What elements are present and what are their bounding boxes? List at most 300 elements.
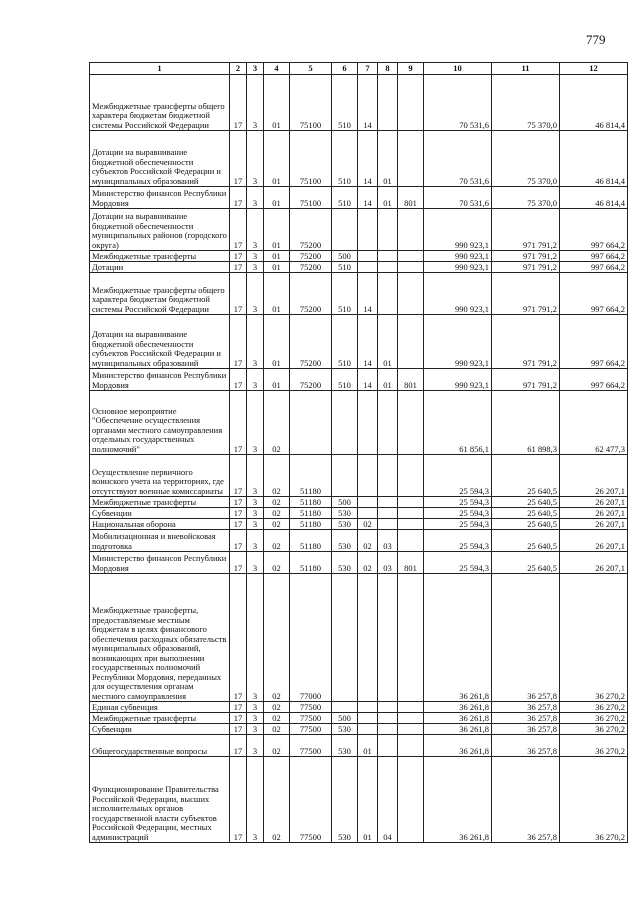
code-cell: 01: [378, 187, 398, 209]
row-name-cell: Общегосударственные вопросы: [90, 735, 230, 757]
code-cell: 02: [264, 530, 290, 552]
code-cell: 01: [358, 735, 378, 757]
code-cell: 02: [264, 497, 290, 508]
code-cell: 14: [358, 369, 378, 391]
code-cell: 3: [247, 724, 264, 735]
code-cell: 03: [378, 552, 398, 574]
code-cell: [332, 391, 358, 455]
code-cell: 02: [358, 519, 378, 530]
code-cell: [358, 724, 378, 735]
row-name-cell: Министерство финансов Республики Мордовия: [90, 187, 230, 209]
code-cell: 500: [332, 497, 358, 508]
code-cell: 17: [230, 251, 247, 262]
code-cell: 530: [332, 724, 358, 735]
code-cell: 510: [332, 187, 358, 209]
code-cell: 75200: [290, 209, 332, 251]
amount-cell: 26 207,1: [560, 519, 628, 530]
budget-table: [89, 62, 628, 843]
table-row: [90, 251, 628, 262]
row-name-cell: Дотации на выравнивание бюджетной обеспеченности субъектов Российской Федерации и муниципальных образований: [90, 315, 230, 369]
code-cell: 02: [264, 757, 290, 843]
code-cell: 01: [264, 75, 290, 131]
code-cell: 51180: [290, 455, 332, 497]
code-cell: 801: [398, 187, 424, 209]
amount-cell: 25 594,3: [424, 497, 492, 508]
amount-cell: 61 856,1: [424, 391, 492, 455]
amount-cell: 75 370,0: [492, 75, 560, 131]
column-header: 7: [358, 63, 378, 75]
code-cell: 51180: [290, 519, 332, 530]
code-cell: [290, 391, 332, 455]
code-cell: 17: [230, 735, 247, 757]
table-row: [90, 702, 628, 713]
code-cell: 3: [247, 315, 264, 369]
code-cell: [378, 574, 398, 702]
table-row: [90, 273, 628, 315]
amount-cell: 26 207,1: [560, 497, 628, 508]
code-cell: 17: [230, 273, 247, 315]
row-name-cell: Субвенции: [90, 724, 230, 735]
amount-cell: 25 640,5: [492, 508, 560, 519]
code-cell: 17: [230, 209, 247, 251]
code-cell: 02: [358, 530, 378, 552]
amount-cell: 36 261,8: [424, 724, 492, 735]
amount-cell: 990 923,1: [424, 369, 492, 391]
code-cell: 3: [247, 519, 264, 530]
column-header: 3: [247, 63, 264, 75]
code-cell: 01: [264, 131, 290, 187]
code-cell: [398, 497, 424, 508]
code-cell: 01: [378, 131, 398, 187]
table-row: [90, 497, 628, 508]
code-cell: 17: [230, 724, 247, 735]
amount-cell: 26 207,1: [560, 455, 628, 497]
table-row: [90, 713, 628, 724]
code-cell: 17: [230, 455, 247, 497]
code-cell: 02: [264, 391, 290, 455]
table-row: [90, 519, 628, 530]
row-name-cell: Осуществление первичного воинского учета на территориях, где отсутствуют военные комиссариаты: [90, 455, 230, 497]
amount-cell: 971 791,2: [492, 369, 560, 391]
code-cell: 500: [332, 713, 358, 724]
code-cell: 75200: [290, 262, 332, 273]
amount-cell: 36 261,8: [424, 574, 492, 702]
code-cell: [398, 391, 424, 455]
code-cell: 03: [378, 530, 398, 552]
code-cell: 3: [247, 455, 264, 497]
column-header: 2: [230, 63, 247, 75]
code-cell: [378, 735, 398, 757]
code-cell: [398, 315, 424, 369]
code-cell: 3: [247, 713, 264, 724]
row-name-cell: Межбюджетные трансферты: [90, 713, 230, 724]
amount-cell: 997 664,2: [560, 273, 628, 315]
amount-cell: 36 257,8: [492, 757, 560, 843]
amount-cell: 997 664,2: [560, 251, 628, 262]
amount-cell: 70 531,6: [424, 75, 492, 131]
amount-cell: 997 664,2: [560, 369, 628, 391]
code-cell: 01: [378, 369, 398, 391]
code-cell: 02: [264, 713, 290, 724]
code-cell: 14: [358, 75, 378, 131]
amount-cell: 36 257,8: [492, 713, 560, 724]
code-cell: 17: [230, 315, 247, 369]
code-cell: 75200: [290, 369, 332, 391]
code-cell: 17: [230, 713, 247, 724]
column-header: 1: [90, 63, 230, 75]
code-cell: 02: [264, 552, 290, 574]
amount-cell: 971 791,2: [492, 315, 560, 369]
amount-cell: 25 640,5: [492, 455, 560, 497]
table-row: [90, 757, 628, 843]
row-name-cell: Дотации: [90, 262, 230, 273]
amount-cell: 36 270,2: [560, 574, 628, 702]
code-cell: 3: [247, 131, 264, 187]
row-name-cell: Мобилизационная и вневойсковая подготовка: [90, 530, 230, 552]
amount-cell: 25 594,3: [424, 530, 492, 552]
budget-table-container: [89, 62, 627, 843]
code-cell: [398, 702, 424, 713]
amount-cell: 25 594,3: [424, 455, 492, 497]
code-cell: 3: [247, 574, 264, 702]
code-cell: [358, 209, 378, 251]
code-cell: 17: [230, 574, 247, 702]
code-cell: 77500: [290, 702, 332, 713]
amount-cell: 997 664,2: [560, 315, 628, 369]
code-cell: 51180: [290, 508, 332, 519]
amount-cell: 25 640,5: [492, 552, 560, 574]
code-cell: [358, 497, 378, 508]
code-cell: 510: [332, 131, 358, 187]
code-cell: 3: [247, 369, 264, 391]
code-cell: [378, 391, 398, 455]
code-cell: 510: [332, 273, 358, 315]
amount-cell: 62 477,3: [560, 391, 628, 455]
row-name-cell: Дотации на выравнивание бюджетной обеспеченности муниципальных районов (городского округа): [90, 209, 230, 251]
code-cell: 3: [247, 75, 264, 131]
row-name-cell: Министерство финансов Республики Мордовия: [90, 552, 230, 574]
code-cell: [398, 273, 424, 315]
amount-cell: 46 814,4: [560, 187, 628, 209]
table-row: [90, 508, 628, 519]
code-cell: 17: [230, 369, 247, 391]
code-cell: 02: [264, 735, 290, 757]
code-cell: 01: [264, 369, 290, 391]
amount-cell: 75 370,0: [492, 187, 560, 209]
amount-cell: 26 207,1: [560, 552, 628, 574]
code-cell: [378, 702, 398, 713]
code-cell: [398, 262, 424, 273]
amount-cell: 971 791,2: [492, 262, 560, 273]
code-cell: [398, 519, 424, 530]
code-cell: 530: [332, 530, 358, 552]
code-cell: 530: [332, 508, 358, 519]
row-name-cell: Министерство финансов Республики Мордовия: [90, 369, 230, 391]
code-cell: 530: [332, 519, 358, 530]
code-cell: [358, 702, 378, 713]
amount-cell: 61 898,3: [492, 391, 560, 455]
code-cell: 510: [332, 75, 358, 131]
table-row: [90, 187, 628, 209]
code-cell: 02: [358, 552, 378, 574]
amount-cell: 971 791,2: [492, 209, 560, 251]
code-cell: 75200: [290, 273, 332, 315]
code-cell: 500: [332, 251, 358, 262]
amount-cell: 990 923,1: [424, 209, 492, 251]
amount-cell: 46 814,4: [560, 131, 628, 187]
code-cell: 530: [332, 735, 358, 757]
code-cell: 3: [247, 251, 264, 262]
code-cell: [398, 757, 424, 843]
code-cell: [378, 508, 398, 519]
code-cell: [358, 455, 378, 497]
table-row: [90, 552, 628, 574]
row-name-cell: Национальная оборона: [90, 519, 230, 530]
code-cell: 02: [264, 455, 290, 497]
code-cell: 17: [230, 497, 247, 508]
amount-cell: 25 594,3: [424, 552, 492, 574]
amount-cell: 36 270,2: [560, 724, 628, 735]
code-cell: 3: [247, 497, 264, 508]
table-row: [90, 455, 628, 497]
code-cell: [378, 724, 398, 735]
code-cell: [378, 273, 398, 315]
code-cell: [398, 209, 424, 251]
table-row: [90, 131, 628, 187]
code-cell: 14: [358, 187, 378, 209]
code-cell: 02: [264, 702, 290, 713]
code-cell: [358, 251, 378, 262]
code-cell: [358, 391, 378, 455]
code-cell: 01: [358, 757, 378, 843]
code-cell: 3: [247, 273, 264, 315]
amount-cell: 971 791,2: [492, 273, 560, 315]
amount-cell: 46 814,4: [560, 75, 628, 131]
code-cell: 75200: [290, 251, 332, 262]
code-cell: 17: [230, 519, 247, 530]
code-cell: 14: [358, 131, 378, 187]
code-cell: 17: [230, 262, 247, 273]
code-cell: [378, 262, 398, 273]
code-cell: 77500: [290, 735, 332, 757]
table-row: [90, 369, 628, 391]
code-cell: 01: [378, 315, 398, 369]
code-cell: 17: [230, 530, 247, 552]
code-cell: [398, 131, 424, 187]
code-cell: [398, 508, 424, 519]
row-name-cell: Межбюджетные трансферты: [90, 251, 230, 262]
amount-cell: 990 923,1: [424, 262, 492, 273]
table-row: [90, 209, 628, 251]
row-name-cell: Единая субвенция: [90, 702, 230, 713]
code-cell: [398, 530, 424, 552]
code-cell: [398, 75, 424, 131]
row-name-cell: Межбюджетные трансферты общего характера бюджетам бюджетной системы Российской Федерации: [90, 273, 230, 315]
code-cell: 01: [264, 315, 290, 369]
code-cell: [332, 455, 358, 497]
page-number: 779: [586, 32, 606, 47]
code-cell: 17: [230, 508, 247, 519]
code-cell: 04: [378, 757, 398, 843]
column-header: 4: [264, 63, 290, 75]
code-cell: [332, 209, 358, 251]
amount-cell: 997 664,2: [560, 262, 628, 273]
code-cell: 75100: [290, 131, 332, 187]
code-cell: 01: [264, 262, 290, 273]
code-cell: 17: [230, 187, 247, 209]
code-cell: 01: [264, 251, 290, 262]
amount-cell: 36 257,8: [492, 724, 560, 735]
code-cell: 510: [332, 262, 358, 273]
amount-cell: 990 923,1: [424, 315, 492, 369]
code-cell: 3: [247, 209, 264, 251]
amount-cell: 36 257,8: [492, 702, 560, 713]
table-row: [90, 75, 628, 131]
amount-cell: 36 261,8: [424, 702, 492, 713]
code-cell: 01: [264, 187, 290, 209]
code-cell: 51180: [290, 552, 332, 574]
table-row: [90, 735, 628, 757]
code-cell: [358, 508, 378, 519]
code-cell: [398, 574, 424, 702]
code-cell: [378, 713, 398, 724]
table-row: [90, 315, 628, 369]
code-cell: 14: [358, 315, 378, 369]
amount-cell: 990 923,1: [424, 273, 492, 315]
code-cell: 3: [247, 530, 264, 552]
table-row: [90, 724, 628, 735]
row-name-cell: Межбюджетные трансферты: [90, 497, 230, 508]
amount-cell: 36 261,8: [424, 713, 492, 724]
row-name-cell: Субвенции: [90, 508, 230, 519]
code-cell: 510: [332, 369, 358, 391]
code-cell: 801: [398, 369, 424, 391]
code-cell: 3: [247, 262, 264, 273]
code-cell: 02: [264, 508, 290, 519]
code-cell: [358, 262, 378, 273]
table-body: [90, 75, 628, 843]
code-cell: 3: [247, 735, 264, 757]
code-cell: 17: [230, 391, 247, 455]
code-cell: [332, 574, 358, 702]
column-header: 5: [290, 63, 332, 75]
column-header: 11: [492, 63, 560, 75]
code-cell: [378, 251, 398, 262]
code-cell: [398, 251, 424, 262]
code-cell: 75100: [290, 187, 332, 209]
code-cell: 02: [264, 574, 290, 702]
code-cell: [398, 724, 424, 735]
amount-cell: 997 664,2: [560, 209, 628, 251]
code-cell: 01: [264, 273, 290, 315]
code-cell: [378, 455, 398, 497]
amount-cell: 26 207,1: [560, 530, 628, 552]
amount-cell: 25 640,5: [492, 497, 560, 508]
amount-cell: 70 531,6: [424, 187, 492, 209]
amount-cell: 36 270,2: [560, 757, 628, 843]
table-header-row: [90, 63, 628, 75]
code-cell: 77500: [290, 757, 332, 843]
row-name-cell: Межбюджетные трансферты, предоставляемые местным бюджетам в целях финансового обеспечения расходных обязательств муниципальных образований, возникающих при выполнении государственных полномочий Республики Мордовия, переданных для осуществления органам местного самоуправления: [90, 574, 230, 702]
column-header: 12: [560, 63, 628, 75]
code-cell: 75200: [290, 315, 332, 369]
row-name-cell: Функционирование Правительства Российской Федерации, высших исполнительных органов государственной власти субъектов Российской Федерации, местных администраций: [90, 757, 230, 843]
code-cell: [398, 713, 424, 724]
amount-cell: 25 594,3: [424, 519, 492, 530]
code-cell: 02: [264, 519, 290, 530]
code-cell: 3: [247, 187, 264, 209]
code-cell: [332, 702, 358, 713]
row-name-cell: Основное мероприятие "Обеспечение осуществления органами местного самоуправления отдельных государственных полномочий": [90, 391, 230, 455]
code-cell: 17: [230, 702, 247, 713]
code-cell: [378, 209, 398, 251]
code-cell: 3: [247, 508, 264, 519]
code-cell: 17: [230, 552, 247, 574]
code-cell: [378, 497, 398, 508]
code-cell: 3: [247, 757, 264, 843]
table-row: [90, 530, 628, 552]
amount-cell: 25 594,3: [424, 508, 492, 519]
code-cell: 530: [332, 552, 358, 574]
code-cell: [358, 713, 378, 724]
code-cell: 51180: [290, 530, 332, 552]
table-row: [90, 262, 628, 273]
amount-cell: 36 270,2: [560, 702, 628, 713]
code-cell: [358, 574, 378, 702]
code-cell: 17: [230, 131, 247, 187]
column-header: 9: [398, 63, 424, 75]
amount-cell: 36 270,2: [560, 713, 628, 724]
amount-cell: 36 261,8: [424, 735, 492, 757]
column-header: 8: [378, 63, 398, 75]
amount-cell: 36 261,8: [424, 757, 492, 843]
code-cell: 3: [247, 702, 264, 713]
code-cell: 3: [247, 391, 264, 455]
code-cell: 3: [247, 552, 264, 574]
code-cell: 02: [264, 724, 290, 735]
code-cell: 75100: [290, 75, 332, 131]
code-cell: 530: [332, 757, 358, 843]
code-cell: 801: [398, 552, 424, 574]
amount-cell: 25 640,5: [492, 519, 560, 530]
code-cell: 510: [332, 315, 358, 369]
column-header: 6: [332, 63, 358, 75]
code-cell: 17: [230, 757, 247, 843]
amount-cell: 36 270,2: [560, 735, 628, 757]
code-cell: 77500: [290, 724, 332, 735]
code-cell: [378, 75, 398, 131]
code-cell: [378, 519, 398, 530]
amount-cell: 25 640,5: [492, 530, 560, 552]
column-header: 10: [424, 63, 492, 75]
amount-cell: 36 257,8: [492, 574, 560, 702]
table-row: [90, 391, 628, 455]
row-name-cell: Дотации на выравнивание бюджетной обеспеченности субъектов Российской Федерации и муниципальных образований: [90, 131, 230, 187]
code-cell: [398, 455, 424, 497]
code-cell: 77500: [290, 713, 332, 724]
code-cell: 51180: [290, 497, 332, 508]
code-cell: 01: [264, 209, 290, 251]
row-name-cell: Межбюджетные трансферты общего характера бюджетам бюджетной системы Российской Федерации: [90, 75, 230, 131]
code-cell: 14: [358, 273, 378, 315]
code-cell: 17: [230, 75, 247, 131]
code-cell: [398, 735, 424, 757]
amount-cell: 36 257,8: [492, 735, 560, 757]
amount-cell: 75 370,0: [492, 131, 560, 187]
amount-cell: 70 531,6: [424, 131, 492, 187]
amount-cell: 26 207,1: [560, 508, 628, 519]
table-row: [90, 574, 628, 702]
